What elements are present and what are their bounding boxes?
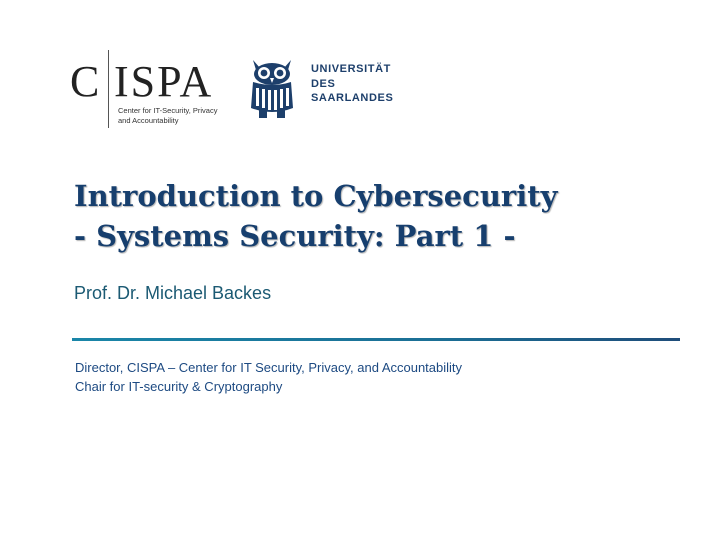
cispa-tagline-line1: Center for IT-Security, Privacy [118, 106, 218, 115]
slide-title-line1: Introduction to Cybersecurity [74, 179, 558, 213]
uds-logo [245, 58, 405, 122]
divider-rule [72, 338, 680, 341]
author-name: Prof. Dr. Michael Backes [74, 283, 272, 303]
cispa-logo-letter-c: C [70, 57, 101, 106]
cispa-logo-letters: ISPA [114, 57, 214, 106]
cispa-logo-divider [108, 50, 109, 128]
affiliation-line2: Chair for IT-security & Cryptography [75, 379, 283, 394]
cispa-logo [70, 50, 240, 130]
uds-wordmark-line1: UNIVERSITÄT [311, 63, 391, 75]
uds-wordmark-line3: SAARLANDES [311, 92, 394, 104]
uds-wordmark [311, 62, 393, 106]
uds-wordmark-line2: DES [311, 77, 336, 90]
slide-title-line2: - Systems Security: Part 1 - [74, 219, 516, 253]
owl-icon [245, 58, 299, 120]
affiliation-line1: Director, CISPA – Center for IT Security, Privacy, and Accountability [75, 360, 463, 375]
cispa-tagline-line2: and Accountability [118, 116, 179, 125]
cispa-logo-tagline [118, 106, 238, 126]
affiliation [75, 358, 462, 396]
slide-title [74, 176, 694, 256]
